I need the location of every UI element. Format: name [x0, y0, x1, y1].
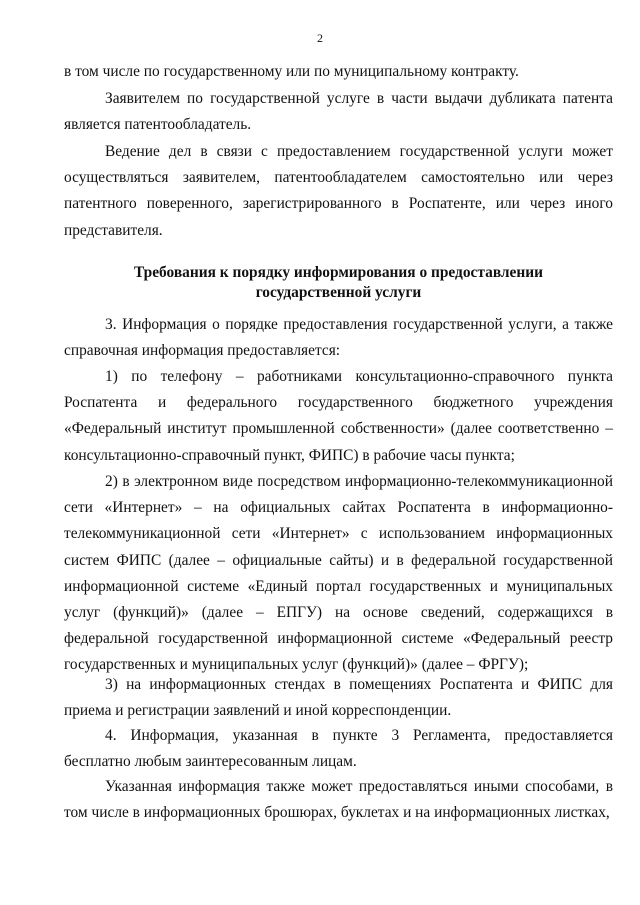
paragraph-item-3-3: 3) на информационных стендах в помещениях Роспатента и ФИПС для приема и регистрации заявлений и иной корреспонденции. [64, 676, 613, 720]
paragraph-contract: в том числе по государственному или по муниципальному контракту. [64, 63, 519, 80]
paragraph-case-handling: Ведение дел в связи с предоставлением государственной услуги может осуществляться заявителем, патентообладателем самостоятельно или через патентного поверенного, зарегистрированного в Роспатенте, или через иного представителя. [64, 143, 613, 239]
section-heading-line1: Требования к порядку информирования о предоставлении [133, 264, 543, 281]
paragraph-item-4: 4. Информация, указанная в пункте 3 Регламента, предоставляется бесплатно любым заинтересованным лицам. [64, 727, 613, 771]
paragraph-item-3-2: 2) в электронном виде посредством информационно-телекоммуникационной сети «Интернет» – на официальных сайтах Роспатента в информационно-телекоммуникационной сети «Интернет» с использованием информационных систем ФИПС (далее – официальные сайты) и в федеральной государственной информационной системе «Единый портал государственных и муниципальных услуг (функций)» (далее – ЕПГУ) на основе сведений, содержащихся в федеральной государственной информационной системе «Федеральный реестр государственных и муниципальных услуг (функций)» (далее – ФРГУ); [64, 473, 613, 674]
paragraph-item-3-1: 1) по телефону – работниками консультационно-справочного пункта Роспатента и федерального государственного бюджетного учреждения «Федеральный институт промышленной собственности» (далее соответственно – консультационно-справочный пункт, ФИПС) в рабочие часы пункта; [64, 368, 613, 464]
section-heading [64, 263, 613, 302]
page-number: 2 [317, 31, 323, 45]
paragraph-applicant: Заявителем по государственной услуге в части выдачи дубликата патента является патентообладатель. [64, 90, 613, 134]
section-heading-line2: государственной услуги [255, 283, 422, 301]
paragraph-item-3: 3. Информация о порядке предоставления государственной услуги, а также справочная информация предоставляется: [64, 316, 613, 360]
paragraph-other-means: Указанная информация также может предоставляться иными способами, в том числе в информационных брошюрах, буклетах и на информационных листках, [64, 778, 613, 822]
